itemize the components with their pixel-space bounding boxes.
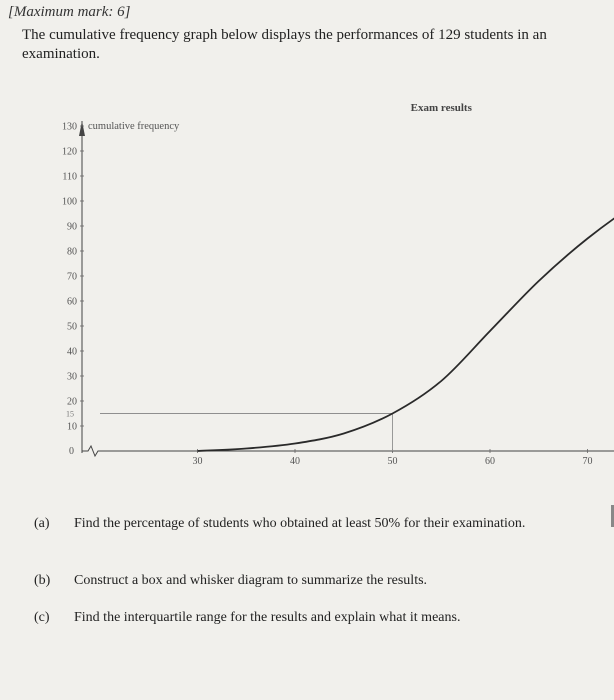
y-tick-label: 20 [67, 396, 77, 408]
x-tick-label: 50 [387, 456, 398, 467]
x-tick-label: 70 [582, 456, 593, 467]
y-tick-label: 70 [67, 271, 77, 283]
question-a-text: Find the percentage of students who obtained at least 50% for their examination. [74, 516, 526, 531]
y-tick-label: 30 [67, 371, 77, 383]
question-c-text: Find the interquartile range for the results and explain what it means. [74, 610, 461, 625]
x-axis [82, 446, 614, 456]
y-tick-label: 130 [62, 121, 77, 133]
y-tick-label: 120 [62, 146, 77, 158]
maximum-mark: [Maximum mark: 6] [8, 4, 131, 20]
origin-label: 0 [69, 446, 74, 457]
y-extra-tick-label: 15 [66, 409, 74, 419]
question-a-label: (a) [34, 516, 50, 531]
cumulative-curve [198, 129, 614, 452]
question-b-text: Construct a box and whisker diagram to summarize the results. [74, 573, 428, 588]
y-tick-label: 50 [67, 321, 77, 333]
question-intro: The cumulative frequency graph below displays the performances of 129 students in an examination. [22, 27, 547, 62]
x-tick-label: 30 [192, 456, 203, 467]
x-tick-label: 40 [290, 456, 300, 467]
question-b-label: (b) [34, 573, 51, 588]
question-c-label: (c) [34, 610, 50, 625]
y-tick-label: 80 [67, 246, 77, 258]
y-tick-label: 10 [67, 421, 77, 433]
x-tick-label: 60 [485, 456, 495, 467]
y-tick-label: 100 [62, 196, 77, 208]
y-tick-label: 40 [67, 346, 77, 358]
y-tick-label: 110 [62, 171, 77, 183]
y-tick-label: 90 [67, 221, 77, 233]
chart-title: Exam results [410, 102, 472, 114]
y-tick-label: 60 [67, 296, 77, 308]
y-axis-label: cumulative frequency [88, 121, 180, 132]
y-axis-arrow [79, 121, 85, 136]
